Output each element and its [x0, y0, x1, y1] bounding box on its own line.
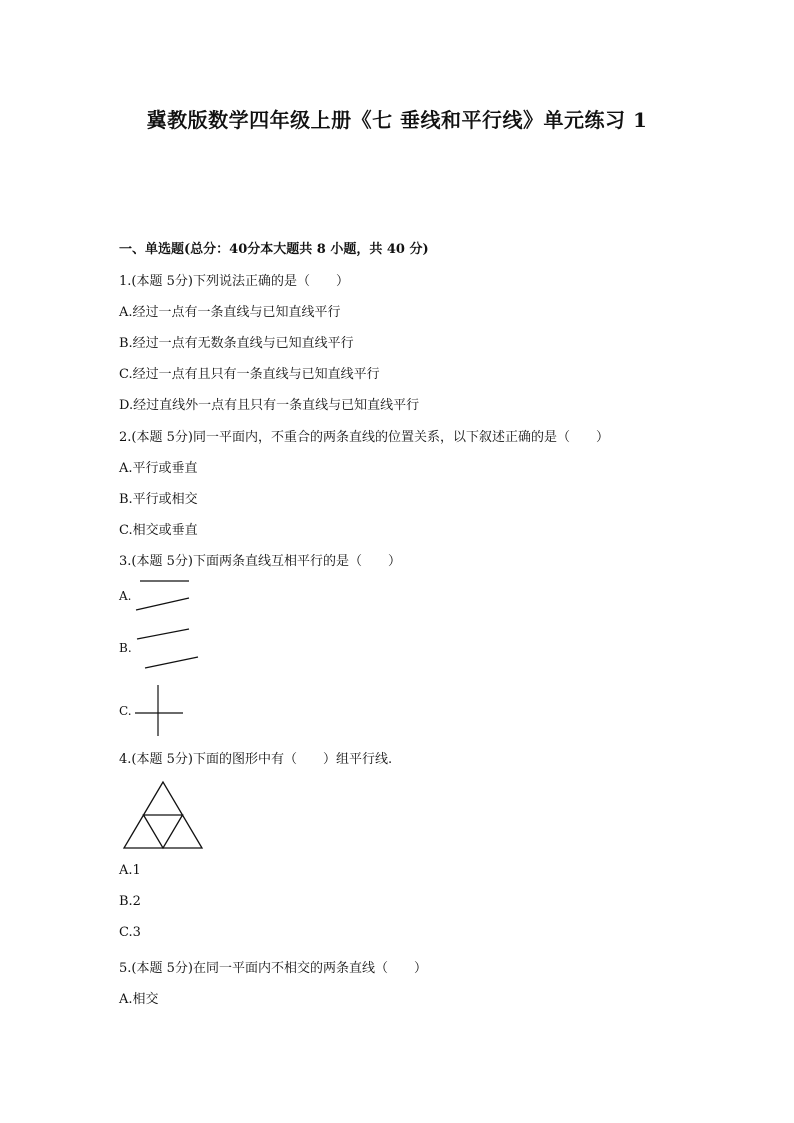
question-1-option-b: B.经过一点有无数条直线与已知直线平行 [119, 336, 354, 351]
question-3-option-c-figure [130, 682, 190, 740]
question-2-option-b: B.平行或相交 [119, 492, 198, 507]
question-1-option-a: A.经过一点有一条直线与已知直线平行 [119, 305, 341, 320]
inner-triangle [144, 815, 183, 848]
question-3-option-a-label: A. [119, 589, 132, 603]
figure-line [145, 657, 198, 668]
question-1-stem: 1.(本题 5分)下列说法正确的是（ ） [119, 274, 349, 289]
question-3-option-c-label: C. [119, 704, 132, 718]
question-5-option-a: A.相交 [119, 992, 159, 1007]
question-4-option-c: C.3 [119, 925, 141, 940]
question-4-triangle-figure [120, 779, 206, 853]
question-5-stem: 5.(本题 5分)在同一平面内不相交的两条直线（ ） [119, 961, 427, 976]
figure-line [137, 629, 189, 639]
page-title: 冀教版数学四年级上册《七 垂线和平行线》单元练习 1 [146, 108, 648, 132]
section-heading: 一、单选题(总分：40分本大题共 8 小题，共 40 分) [119, 242, 429, 257]
question-2-stem: 2.(本题 5分)同一平面内，不重合的两条直线的位置关系，以下叙述正确的是（ ） [119, 430, 609, 445]
question-1-option-c: C.经过一点有且只有一条直线与已知直线平行 [119, 367, 380, 382]
question-3-option-b-figure [130, 624, 205, 672]
question-4-option-a: A.1 [119, 863, 141, 878]
question-2-option-a: A.平行或垂直 [119, 461, 198, 476]
question-3-stem: 3.(本题 5分)下面两条直线互相平行的是（ ） [119, 554, 401, 569]
question-4-stem: 4.(本题 5分)下面的图形中有（ ）组平行线. [119, 752, 393, 767]
question-2-option-c: C.相交或垂直 [119, 523, 198, 538]
question-1-option-d: D.经过直线外一点有且只有一条直线与已知直线平行 [119, 398, 420, 413]
question-4-option-b: B.2 [119, 894, 141, 909]
question-3-option-a-figure [130, 574, 200, 614]
figure-line [136, 598, 189, 610]
question-3-option-b-label: B. [119, 641, 132, 655]
